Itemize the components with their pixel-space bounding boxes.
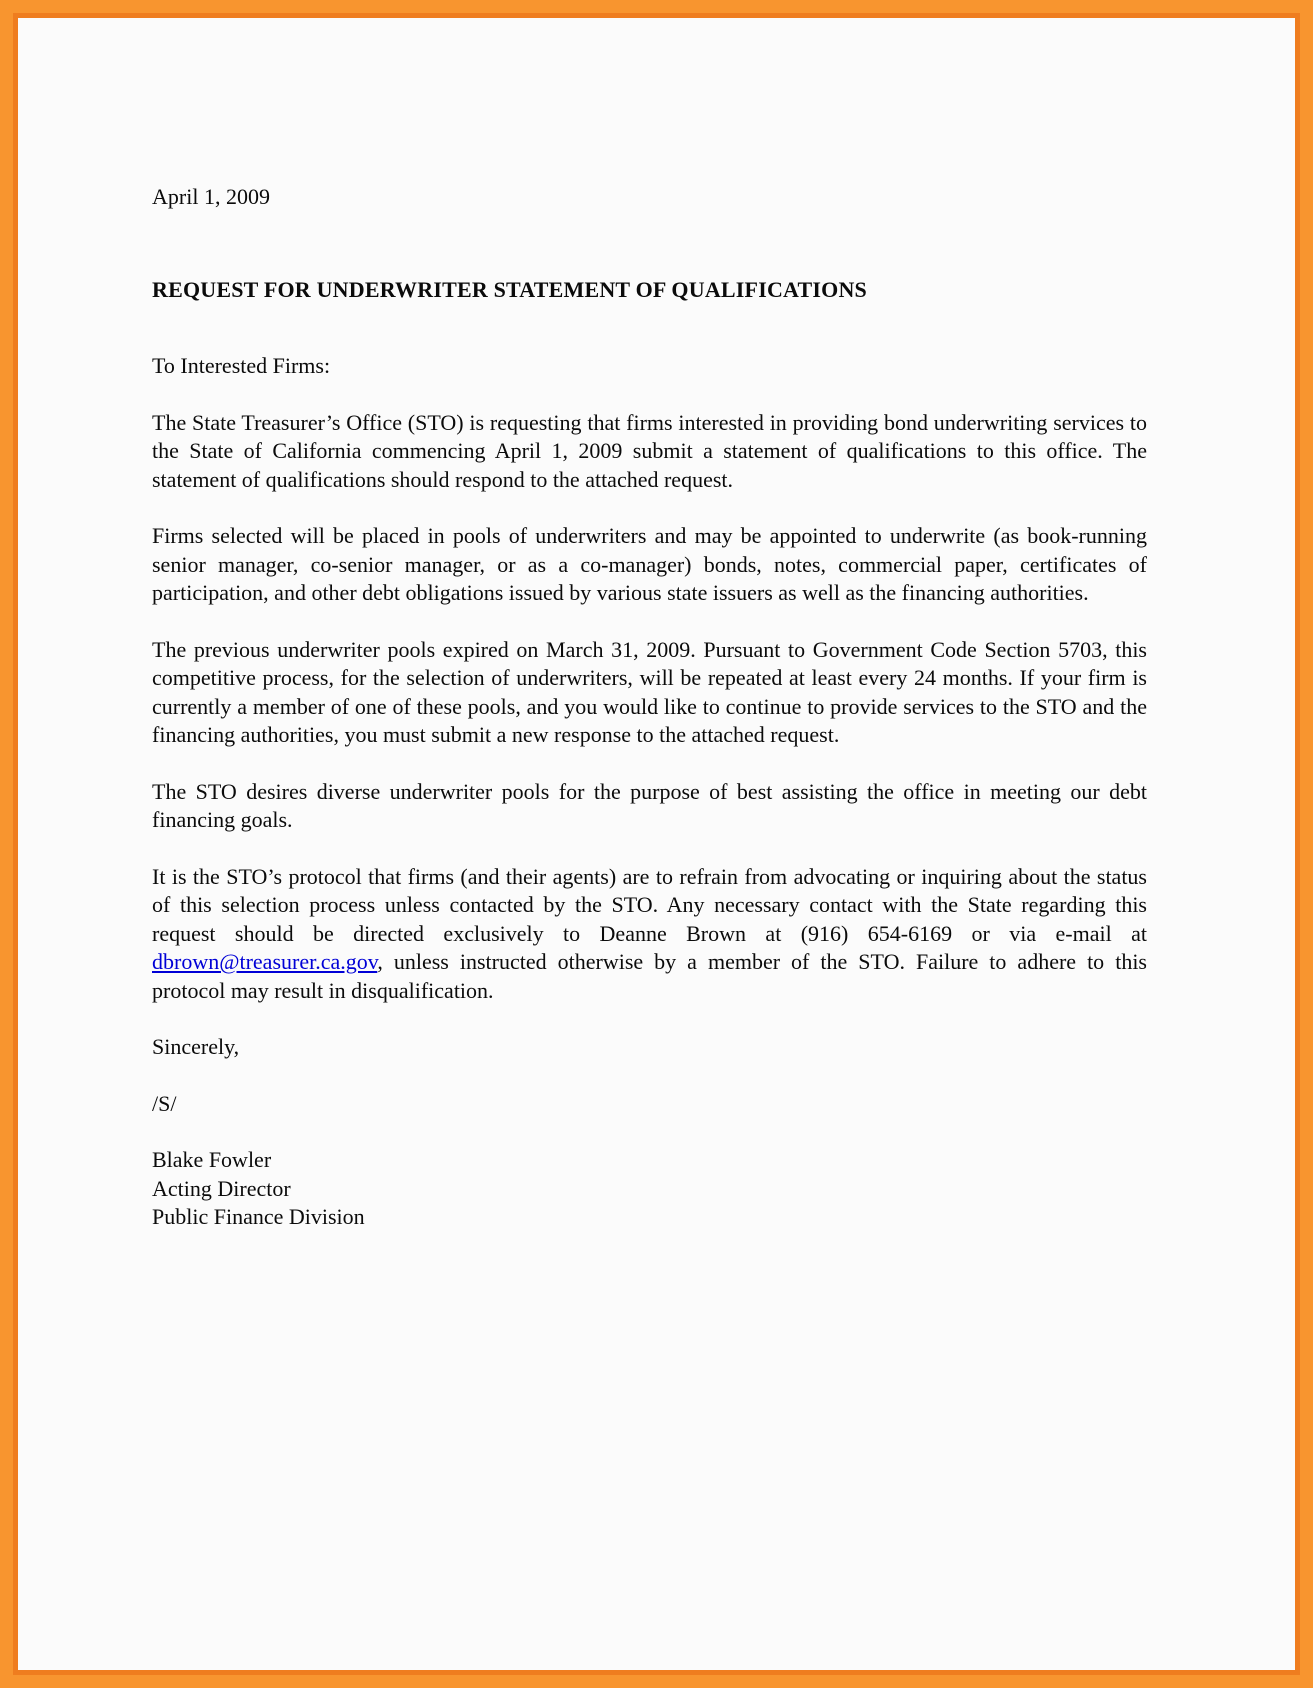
paragraph-request: The State Treasurer’s Office (STO) is requesting that firms interested in providing bond underwriting services to the State of California commencing April 1, 2009 submit a statement of qualifications to this office. The statement of qualifications should respond to the attached request.: [152, 409, 1147, 492]
signature-block: [152, 1146, 1147, 1232]
paragraph-diversity: The STO desires diverse underwriter pools for the purpose of best assisting the office in meeting our debt financing goals.: [152, 778, 1147, 832]
paragraph-pools: Firms selected will be placed in pools of underwriters and may be appointed to underwrite (as book-running senior manager, co-senior manager, or as a co-manager) bonds, notes, commercial paper, certificates of participation, and other debt obligations issued by various state issuers as well as the financing authorities.: [152, 523, 1147, 605]
signer-name: Blake Fowler: [152, 1147, 272, 1172]
signer-title: Acting Director: [152, 1175, 291, 1201]
signer-division: Public Finance Division: [152, 1204, 365, 1229]
contact-text-before-link: It is the STO’s protocol that firms (and their agents) are to refrain from advocating or inquiring about the status of this selection process unless contacted by the STO. Any necessary contact with the State regarding this request should be directed exclusively to Deanne Brown at (916) 654-6169 or via e-mail at: [152, 863, 1147, 946]
paragraph-contact: [152, 863, 1147, 1006]
letter-title: REQUEST FOR UNDERWRITER STATEMENT OF QUALIFICATIONS: [152, 276, 867, 302]
letter-date: April 1, 2009: [152, 184, 270, 209]
contact-text-after-link: , unless instructed otherwise by a member of the STO. Failure to adhere to this protocol may result in disqualification.: [152, 949, 1147, 1003]
letter-content: [18, 18, 1295, 1232]
paragraph-expiration: The previous underwriter pools expired on March 31, 2009. Pursuant to Government Code Section 5703, this competitive process, for the selection of underwriters, will be repeated at least every 24 months. If your firm is currently a member of one of these pools, and you would like to continue to provide services to the STO and the financing authorities, you must submit a new response to the attached request.: [152, 636, 1147, 747]
closing: Sincerely,: [152, 1034, 240, 1059]
email-link[interactable]: dbrown@treasurer.ca.gov: [152, 949, 378, 974]
salutation: To Interested Firms:: [152, 353, 331, 378]
signature-mark: /S/: [152, 1090, 177, 1116]
letter-page: [13, 13, 1300, 1675]
